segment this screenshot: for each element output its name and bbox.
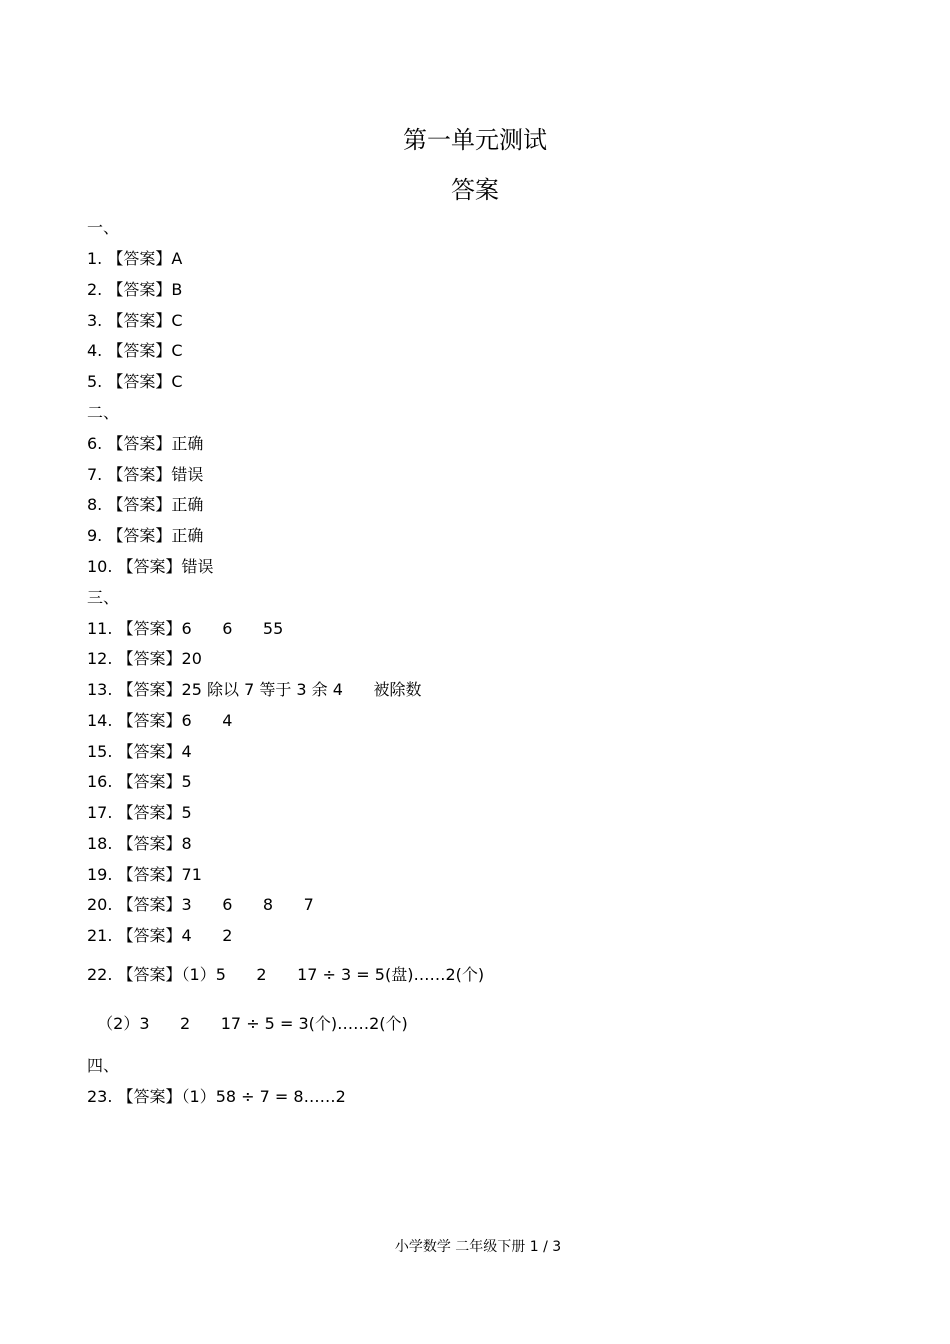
answer-line: 13. 【答案】25 除以 7 等于 3 余 4 被除数	[87, 680, 422, 699]
answer-line: 23. 【答案】（1）58 ÷ 7 = 8……2	[87, 1087, 346, 1106]
answer-line: 14. 【答案】6 4	[87, 711, 233, 730]
answer-line: 15. 【答案】4	[87, 742, 192, 761]
answer-line: 12. 【答案】20	[87, 649, 202, 668]
answer-line: 9. 【答案】正确	[87, 526, 204, 545]
answer-line: （2）3 2 17 ÷ 5 = 3(个)……2(个)	[87, 1014, 408, 1033]
answer-line: 3. 【答案】C	[87, 311, 183, 330]
document-subtitle: 答案	[451, 176, 499, 204]
answer-line: 5. 【答案】C	[87, 372, 183, 391]
section-heading: 二、	[87, 403, 120, 422]
answer-line: 4. 【答案】C	[87, 341, 183, 360]
answer-line: 10. 【答案】错误	[87, 557, 214, 576]
section-heading: 三、	[87, 588, 120, 607]
answer-line: 6. 【答案】正确	[87, 434, 204, 453]
answer-line: 7. 【答案】错误	[87, 465, 204, 484]
answer-line: 21. 【答案】4 2	[87, 926, 233, 945]
answer-line: 16. 【答案】5	[87, 772, 192, 791]
section-heading: 四、	[87, 1056, 120, 1075]
answer-line: 2. 【答案】B	[87, 280, 183, 299]
answer-line: 8. 【答案】正确	[87, 495, 204, 514]
answer-line: 19. 【答案】71	[87, 865, 202, 884]
answer-line: 18. 【答案】8	[87, 834, 192, 853]
answer-line: 22. 【答案】（1）5 2 17 ÷ 3 = 5(盘)……2(个)	[87, 965, 485, 984]
answer-line: 1. 【答案】A	[87, 249, 183, 268]
answer-line: 20. 【答案】3 6 8 7	[87, 895, 314, 914]
answer-line: 11. 【答案】6 6 55	[87, 619, 284, 638]
answer-line: 17. 【答案】5	[87, 803, 192, 822]
document-title: 第一单元测试	[403, 126, 547, 154]
page-footer: 小学数学 二年级下册 1 / 3	[394, 1239, 562, 1255]
section-heading: 一、	[87, 218, 120, 237]
